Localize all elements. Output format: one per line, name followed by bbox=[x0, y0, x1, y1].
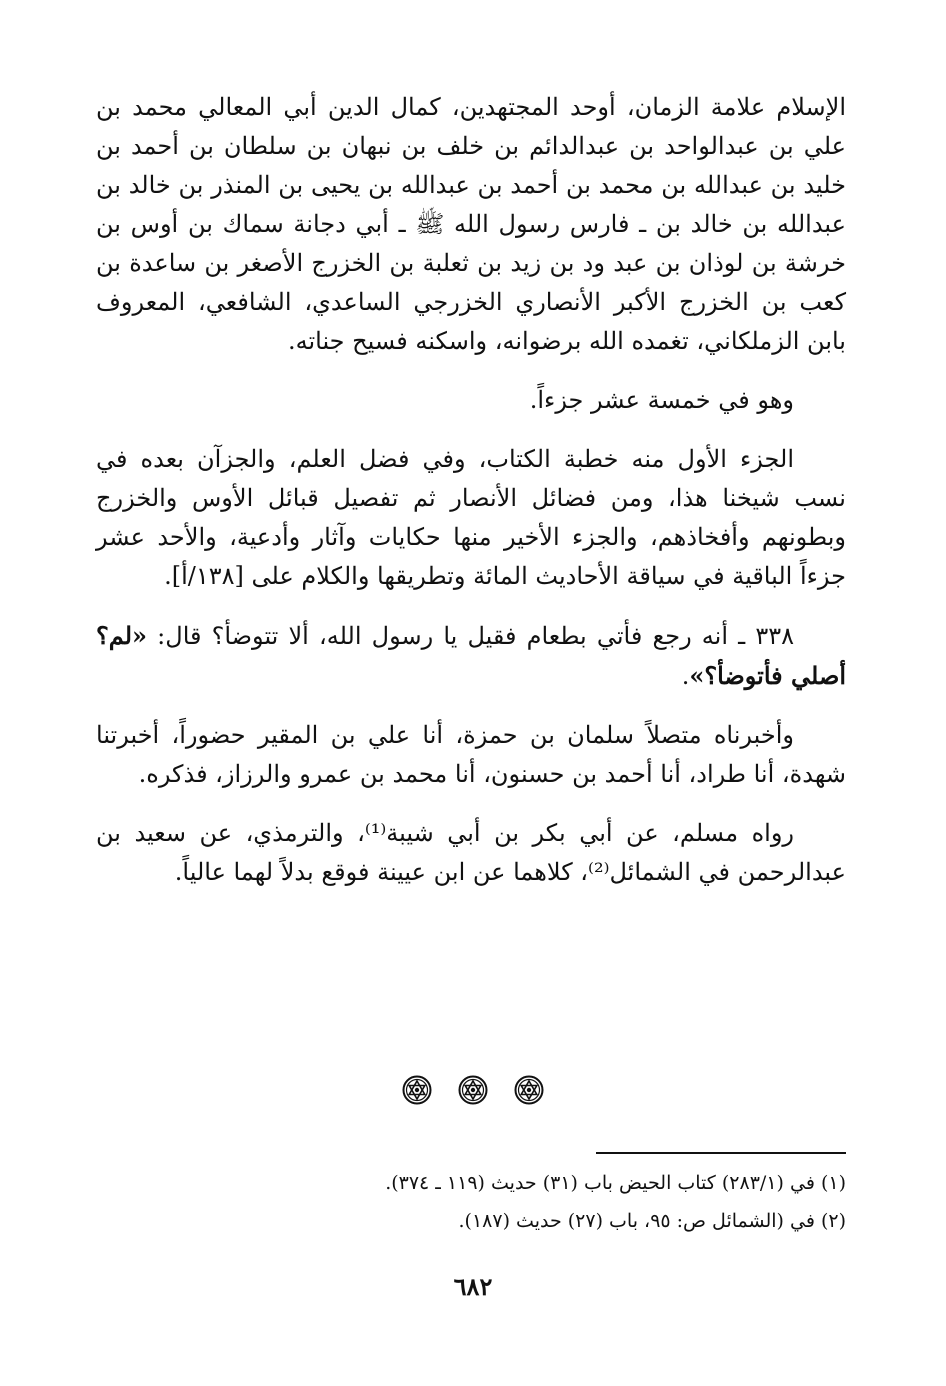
hexagram-rosette-icon bbox=[514, 1075, 544, 1105]
footnotes bbox=[96, 1164, 846, 1240]
paragraph-chain: وأخبرناه متصلاً سلمان بن حمزة، أنا علي بن المقير حضوراً، أخبرتنا شهدة، أنا طراد، أنا أحمد بن حسنون، أنا محمد بن عمرو والرزاز، فذكره. bbox=[96, 721, 846, 788]
section-divider-ornaments bbox=[0, 1075, 946, 1105]
paragraph-hadith-338 bbox=[96, 616, 846, 696]
footnote-1: (١) في (٢٨٣/١) كتاب الحيض باب (٣١) حديث (١١٩ ـ ٣٧٤). bbox=[385, 1172, 846, 1194]
hadith-end: . bbox=[681, 662, 690, 690]
paragraph-parts-description: الجزء الأول منه خطبة الكتاب، وفي فضل العلم، والجزآن بعده في نسب شيخنا هذا، ومن فضائل الأنصار ثم تفصيل قبائل الأوس والخزرج وبطونهم وأفخاذهم، والجزء الأخير منها حكايات وآثار وأدعية، والأحد عشر جزءاً الباقية في سياقة الأحاديث المائة وتطريقها والكلام على [١٣٨/أ]. bbox=[96, 445, 846, 590]
paragraph-narration: رواه مسلم، عن أبي بكر بن أبي شيبة⁽¹⁾، والترمذي، عن سعيد بن عبدالرحمن في الشمائل⁽²⁾، كلاهما عن ابن عيينة فوقع بدلاً لهما عالياً. bbox=[96, 819, 846, 886]
footnote-separator bbox=[596, 1152, 846, 1154]
paragraph-parts-count: وهو في خمسة عشر جزءاً. bbox=[529, 386, 794, 414]
hexagram-rosette-icon bbox=[458, 1075, 488, 1105]
page-number: ٦٨٢ bbox=[453, 1272, 493, 1301]
hexagram-rosette-icon bbox=[402, 1075, 432, 1105]
paragraph-lineage: الإسلام علامة الزمان، أوحد المجتهدين، كمال الدين أبي المعالي محمد بن علي بن عبدالواحد بن عبدالدائم بن خلف بن نبهان بن سلطان بن أحمد بن خليد بن عبدالله بن محمد بن أحمد بن عبدالله بن يحيى بن المنذر بن خالد بن عبدالله بن خالد بن ـ فارس رسول الله ﷺ ـ أبي دجانة سماك بن أوس بن خرشة بن لوذان بن عبد ود بن زيد بن ثعلبة بن الخزرج الأصغر بن ساعدة بن كعب بن الخزرج الأكبر الأنصاري الخزرجي الساعدي، الشافعي، المعروف بابن الزملكاني، تغمده الله برضوانه، واسكنه فسيح جناته. bbox=[96, 93, 846, 355]
footnote-2: (٢) في (الشمائل ص: ٩٥، باب (٢٧) حديث (١٨٧). bbox=[458, 1210, 846, 1232]
hadith-text: ٣٣٨ ـ أنه رجع فأتي بطعام فقيل يا رسول الله، ألا تتوضأ؟ قال: bbox=[147, 622, 794, 650]
hadith-quote: «لم؟ أصلي فأتوضأ؟» bbox=[96, 621, 846, 690]
main-text bbox=[96, 88, 846, 912]
